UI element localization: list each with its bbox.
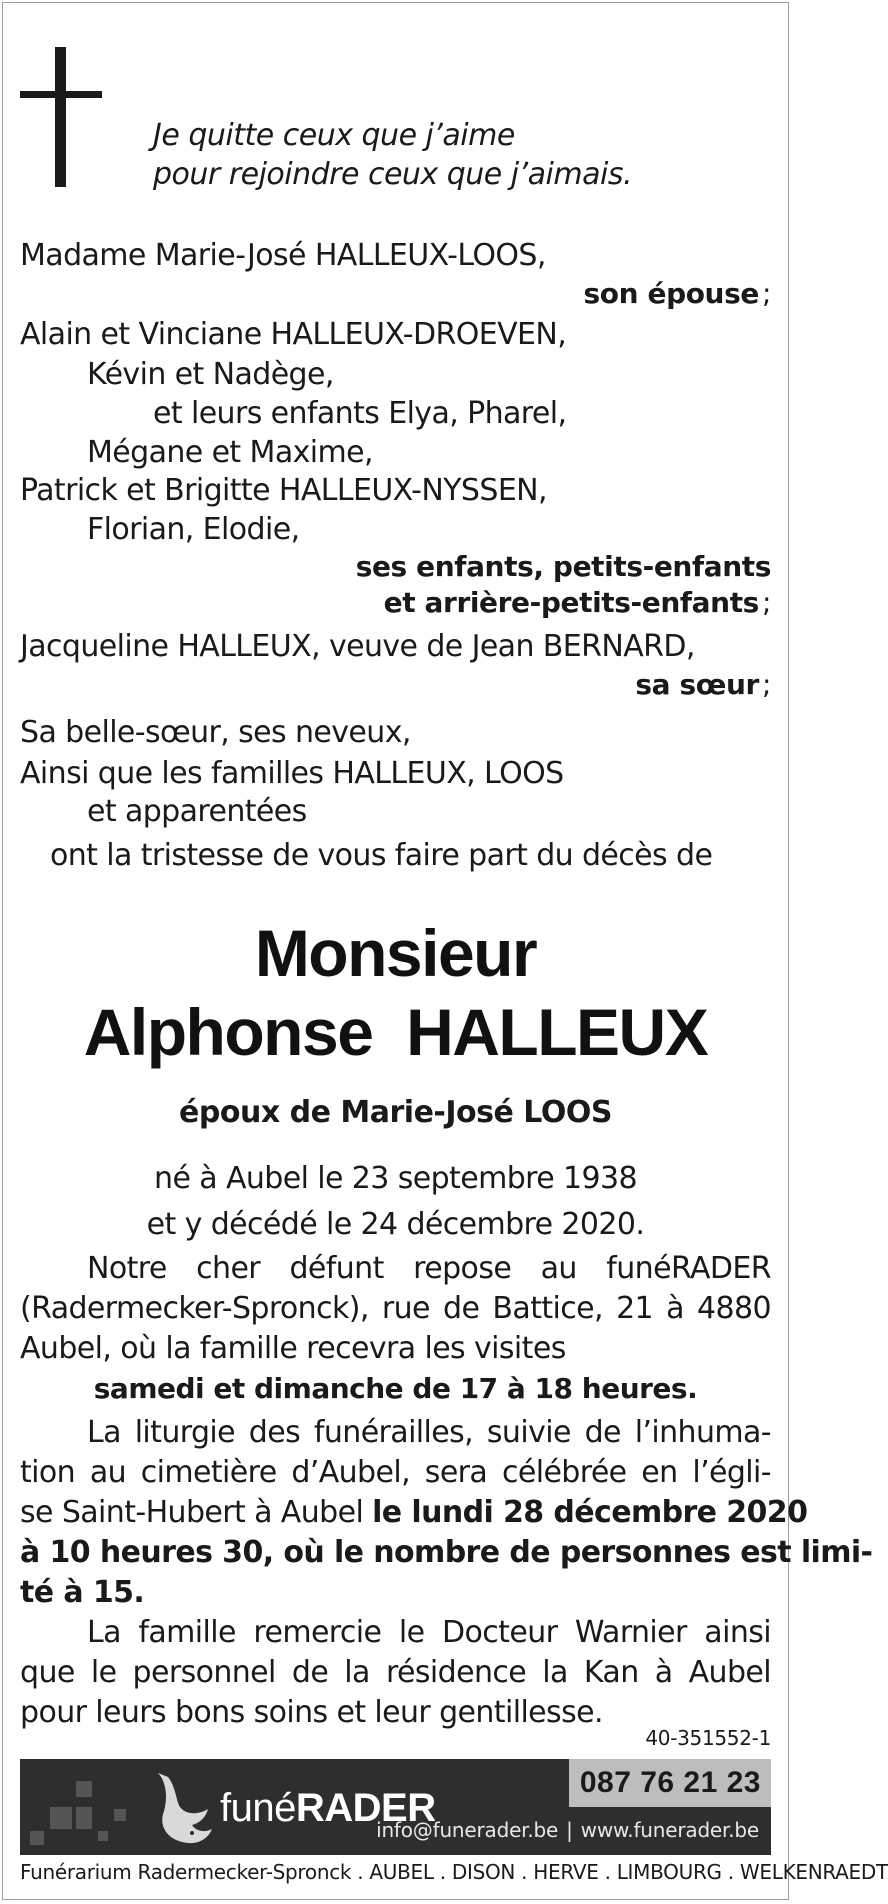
funeral-line-1: La liturgie des funérailles, suivie de l’inhuma-	[87, 1415, 771, 1450]
website-link[interactable]: www.funerader.be	[580, 1818, 759, 1842]
quote-line-2: pour rejoindre ceux que j’aimais.	[153, 157, 632, 192]
visitation-line-3: Aubel, où la famille recevra les visites	[20, 1331, 566, 1366]
grandchild-line-1: Kévin et Nadège,	[87, 357, 334, 392]
visitation-paragraph	[20, 1249, 771, 1369]
spouse-name: Madame Marie-José HALLEUX-LOOS,	[20, 238, 546, 273]
sister-name: Jacqueline HALLEUX, veuve de Jean BERNARD,	[20, 629, 695, 664]
reference-number: 40-351552-1	[645, 1726, 771, 1750]
funeral-line-4: à 10 heures 30, où le nombre de personnes est limi-	[20, 1535, 873, 1570]
thanks-line-1: La famille remercie le Docteur Warnier ainsi	[87, 1615, 771, 1650]
contact-info	[376, 1815, 759, 1845]
funeral-home-footer: Funérarium Radermecker-Spronck . AUBEL . DISON . HERVE . LIMBOURG . WELKENRAEDT	[20, 1860, 888, 1884]
children-role-2: et arrière-petits-enfants ;	[383, 586, 771, 619]
decor-square	[76, 1781, 92, 1797]
visitation-line-2: (Radermecker-Spronck), rue de Battice, 21 à 4880	[20, 1291, 771, 1326]
email-link[interactable]: info@funerader.be	[376, 1818, 559, 1842]
funeral-line-2: tion au cimetière d’Aubel, sera célébrée en l’égli-	[20, 1455, 771, 1490]
others-line-3: et apparentées	[87, 794, 307, 829]
dove-icon	[138, 1767, 218, 1851]
cross-icon-bar	[20, 91, 102, 98]
decor-square	[76, 1807, 92, 1829]
decor-square	[114, 1809, 126, 1821]
grandchild-line-3: Florian, Elodie,	[87, 512, 300, 547]
cross-icon	[55, 47, 66, 187]
obituary-notice	[2, 2, 888, 1900]
deceased-name: Alphonse HALLEUX	[83, 995, 708, 1069]
death-info: et y décédé le 24 décembre 2020.	[146, 1207, 645, 1242]
funeral-line-5: té à 15.	[20, 1575, 145, 1610]
children-role-1: ses enfants, petits-enfants	[355, 550, 771, 583]
funeral-home-banner	[20, 1759, 771, 1855]
deceased-title: Monsieur	[254, 916, 537, 990]
spouse-role: son épouse ;	[583, 277, 771, 310]
birth-info: né à Aubel le 23 septembre 1938	[154, 1161, 637, 1196]
deceased-spouse: époux de Marie-José LOOS	[179, 1095, 612, 1130]
others-line-1: Sa belle-sœur, ses neveux,	[20, 715, 411, 750]
child-line-1: Alain et Vinciane HALLEUX-DROEVEN,	[20, 317, 567, 352]
funeral-line-3: se Saint-Hubert à Aubel le lundi 28 décembre 2020	[20, 1495, 808, 1530]
visitation-line-1: Notre cher défunt repose au funéRADER	[87, 1251, 771, 1286]
sister-role: sa sœur ;	[635, 668, 771, 701]
announcement: ont la tristesse de vous faire part du décès de	[50, 838, 713, 873]
funerader-logo: funéRADER	[220, 1786, 436, 1830]
phone-number[interactable]: 087 76 21 23	[579, 1766, 761, 1799]
child-line-2: Patrick et Brigitte HALLEUX-NYSSEN,	[20, 473, 547, 508]
thanks-line-3: pour leurs bons soins et leur gentillesse.	[20, 1695, 603, 1730]
contact-separator: |	[566, 1818, 573, 1842]
decor-square	[30, 1831, 44, 1845]
others-line-2: Ainsi que les familles HALLEUX, LOOS	[20, 756, 564, 791]
thanks-line-2: que le personnel de la résidence la Kan à Aubel	[20, 1655, 771, 1690]
quote-line-1: Je quitte ceux que j’aime	[153, 118, 515, 153]
decor-square	[98, 1831, 108, 1841]
grandchild-line-2: Mégane et Maxime,	[87, 435, 373, 470]
visitation-times: samedi et dimanche de 17 à 18 heures.	[93, 1372, 698, 1405]
funeral-paragraph	[20, 1413, 873, 1613]
great-grandchild-line: et leurs enfants Elya, Pharel,	[153, 396, 567, 431]
thanks-paragraph	[20, 1613, 771, 1733]
phone-box	[569, 1759, 771, 1807]
decor-square	[50, 1807, 72, 1829]
